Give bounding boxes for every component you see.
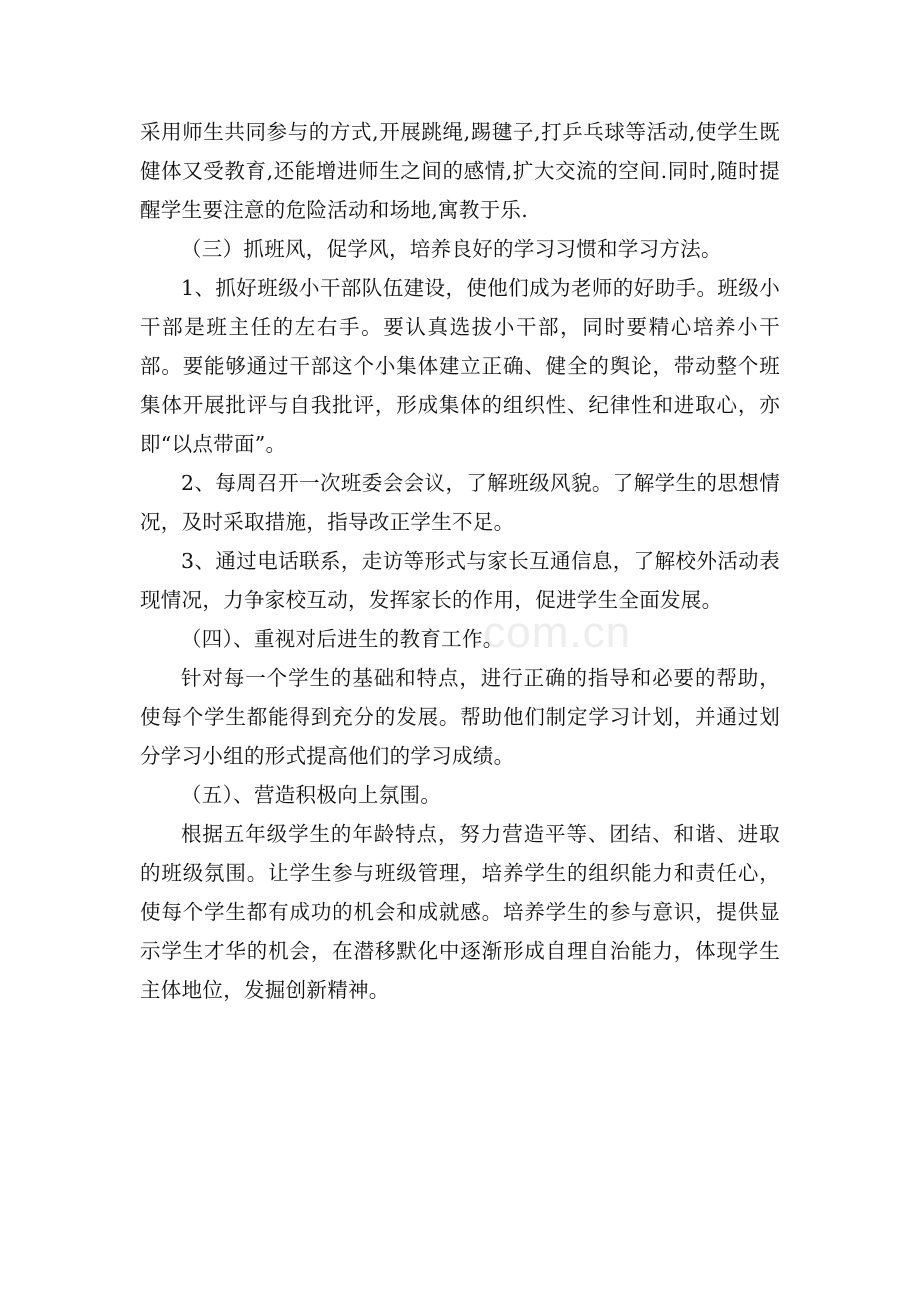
paragraph-item-3: 3、通过电话联系，走访等形式与家长互通信息，了解校外活动表现情况，力争家校互动，发挥家长的作用，促进学生全面发展。 <box>140 549 780 612</box>
paragraph-item-2: 2、每周召开一次班委会会议，了解班级风貌。了解学生的思想情况，及时采取措施，指导改正学生不足。 <box>140 471 780 534</box>
document-body <box>140 113 780 1010</box>
watermark: .com.cn <box>470 608 632 657</box>
paragraph-section-4: 针对每一个学生的基础和特点，进行正确的指导和必要的帮助，使每个学生都能得到充分的发展。帮助他们制定学习计划，并通过划分学习小组的形式提高他们的学习成绩。 <box>140 666 780 768</box>
paragraph-item-1: 1、抓好班级小干部队伍建设，使他们成为老师的好助手。班级小干部是班主任的左右手。要认真选拔小干部，同时要精心培养小干部。要能够通过干部这个小集体建立正确、健全的舆论，带动整个班集体开展批评与自我批评，形成集体的组织性、纪律性和进取心，亦即“以点带面”。 <box>140 276 780 456</box>
paragraph-section-5: 根据五年级学生的年龄特点，努力营造平等、团结、和谐、进取的班级氛围。让学生参与班级管理，培养学生的组织能力和责任心，使每个学生都有成功的机会和成就感。培养学生的参与意识，提供显示学生才华的机会，在潜移默化中逐渐形成自理自治能力，体现学生主体地位，发掘创新精神。 <box>140 822 780 1002</box>
heading-section-4: （四）、重视对后进生的教育工作。 <box>181 627 504 651</box>
heading-section-3: （三）抓班风，促学风，培养良好的学习习惯和学习方法。 <box>181 237 722 261</box>
heading-section-5: （五）、营造积极向上氛围。 <box>181 783 442 807</box>
paragraph-activities: 采用师生共同参与的方式,开展跳绳,踢毽子,打乒乓球等活动,使学生既健体又受教育,还能增进师生之间的感情,扩大交流的空间.同时,随时提醒学生要注意的危险活动和场地,寓教于乐. <box>140 120 780 222</box>
